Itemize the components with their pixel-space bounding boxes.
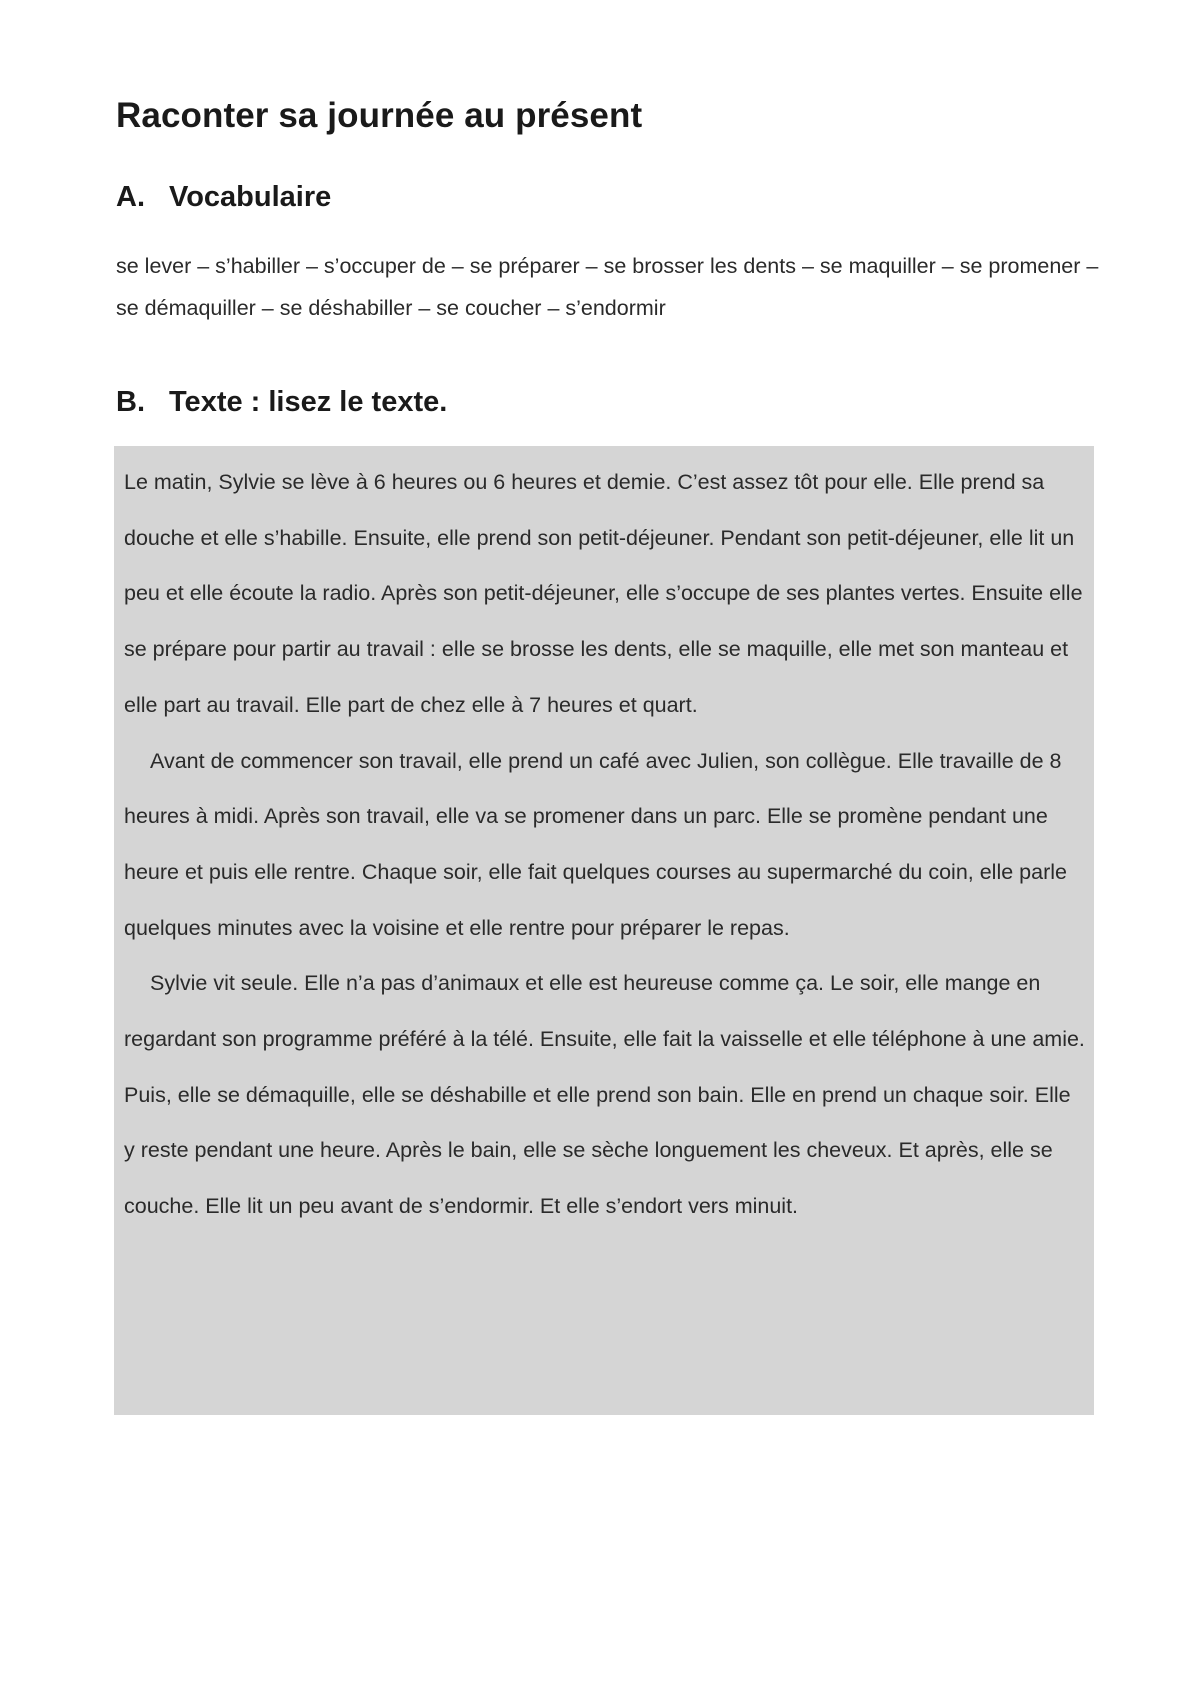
text-paragraph: Avant de commencer son travail, elle prend un café avec Julien, son collègue. Elle travaille de 8 heures à midi. Après son travail, elle va se promener dans un parc. Elle se promène pendant une heure et puis elle rentre. Chaque soir, elle fait quelques courses au supermarché du coin, elle parle quelques minutes avec la voisine et elle rentre pour préparer le repas. bbox=[124, 748, 1067, 940]
section-letter: A. bbox=[116, 181, 145, 213]
section-title: Texte : lisez le texte. bbox=[169, 386, 448, 418]
page-title: Raconter sa journée au présent bbox=[116, 96, 643, 135]
section-title: Vocabulaire bbox=[169, 181, 332, 213]
reading-text-box bbox=[114, 446, 1094, 1415]
text-paragraph: Sylvie vit seule. Elle n’a pas d’animaux et elle est heureuse comme ça. Le soir, elle mange en regardant son programme préféré à la télé. Ensuite, elle fait la vaisselle et elle téléphone à une amie. Puis, elle se démaquille, elle se déshabille et elle prend son bain. Elle en prend un chaque soir. Elle y reste pendant une heure. Après le bain, elle se sèche longuement les cheveux. Et après, elle se couche. Elle lit un peu avant de s’endormir. Et elle s’endort vers minuit. bbox=[124, 971, 1085, 1219]
text-paragraph: Le matin, Sylvie se lève à 6 heures ou 6 heures et demie. C’est assez tôt pour elle. Elle prend sa douche et elle s’habille. Ensuite, elle prend son petit-déjeuner. Pendant son petit-déjeuner, elle lit un peu et elle écoute la radio. Après son petit-déjeuner, elle s’occupe de ses plantes vertes. Ensuite elle se prépare pour partir au travail : elle se brosse les dents, elle se maquille, elle met son manteau et elle part au travail. Elle part de chez elle à 7 heures et quart. bbox=[124, 470, 1083, 717]
section-heading-texte bbox=[116, 386, 447, 419]
section-letter: B. bbox=[116, 386, 145, 418]
reading-text bbox=[124, 455, 1086, 1235]
section-heading-vocabulaire bbox=[116, 181, 331, 214]
vocabulary-list: se lever – s’habiller – s’occuper de – se préparer – se brosser les dents – se maquiller – se promener – se démaquiller – se déshabiller – se coucher – s’endormir bbox=[116, 254, 1099, 320]
